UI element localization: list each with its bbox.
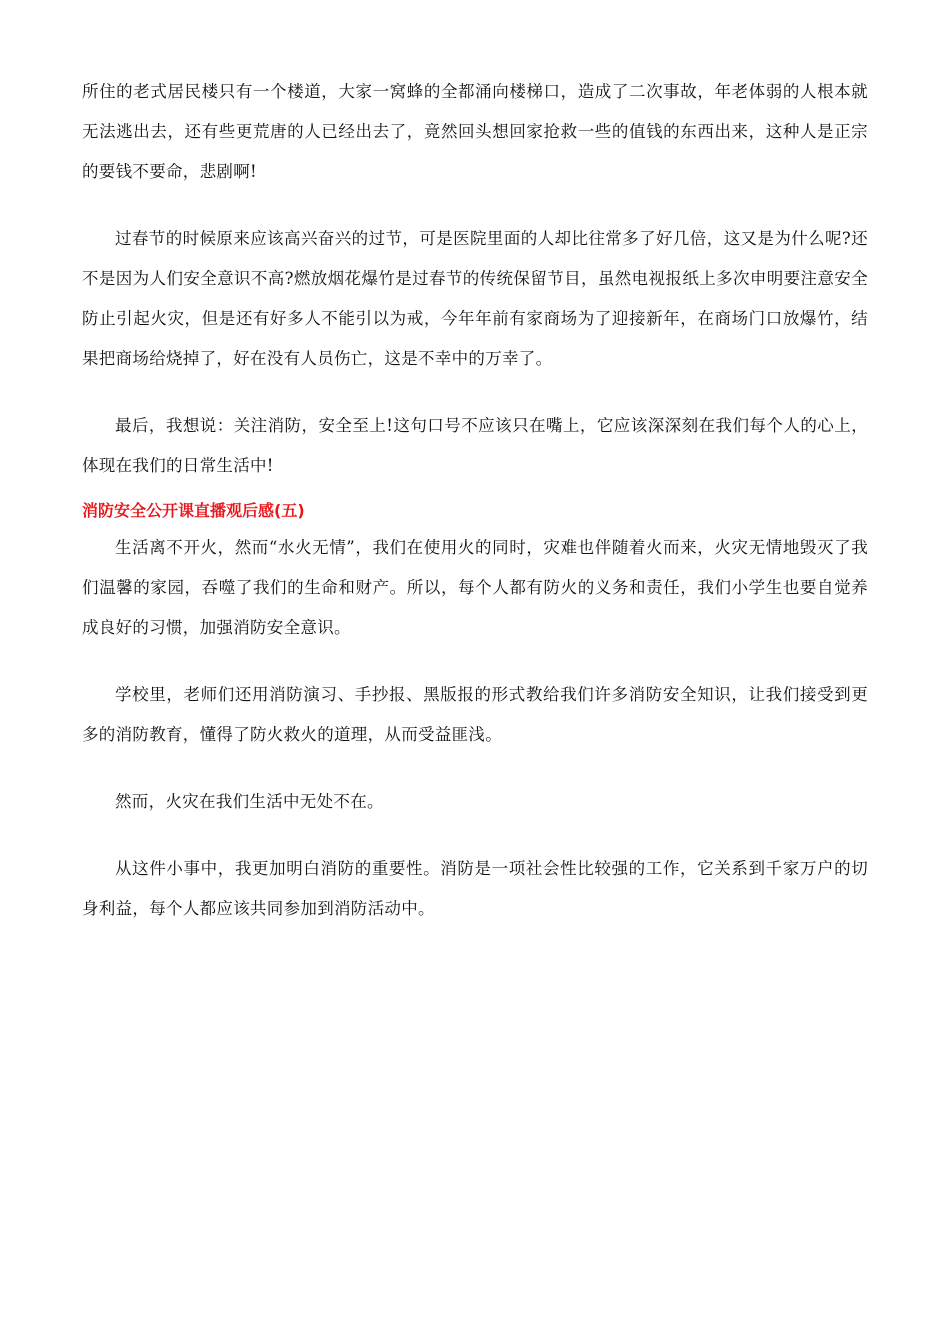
paragraph-continued: 所住的老式居民楼只有一个楼道，大家一窝蜂的全都涌向楼梯口，造成了二次事故，年老体弱的人根本就无法逃出去，还有些更荒唐的人已经出去了，竟然回头想回家抢救一些的值钱的东西出来，这种人是正宗的要钱不要命，悲剧啊! bbox=[82, 82, 868, 181]
document-page bbox=[82, 72, 868, 956]
paragraph-however: 然而，火灾在我们生活中无处不在。 bbox=[115, 792, 384, 811]
paragraph-importance: 从这件小事中，我更加明白消防的重要性。消防是一项社会性比较强的工作，它关系到千家万户的切身利益，每个人都应该共同参加到消防活动中。 bbox=[82, 859, 868, 918]
paragraph-spring-festival: 过春节的时候原来应该高兴奋兴的过节，可是医院里面的人却比往常多了好几倍，这又是为什么呢?还不是因为人们安全意识不高?燃放烟花爆竹是过春节的传统保留节目，虽然电视报纸上多次申明要注意安全防止引起火灾，但是还有好多人不能引以为戒，今年年前有家商场为了迎接新年，在商场门口放爆竹，结果把商场给烧掉了，好在没有人员伤亡，这是不幸中的万幸了。 bbox=[82, 229, 868, 368]
paragraph-school: 学校里，老师们还用消防演习、手抄报、黑版报的形式教给我们许多消防安全知识，让我们接受到更多的消防教育，懂得了防火救火的道理，从而受益匪浅。 bbox=[82, 685, 868, 744]
section-heading: 消防安全公开课直播观后感(五) bbox=[82, 501, 305, 520]
paragraph-conclusion: 最后，我想说：关注消防，安全至上!这句口号不应该只在嘴上，它应该深深刻在我们每个人的心上，体现在我们的日常生活中! bbox=[82, 416, 868, 475]
paragraph-intro: 生活离不开火，然而“水火无情”，我们在使用火的同时，灾难也伴随着火而来，火灾无情地毁灭了我们温馨的家园，吞噬了我们的生命和财产。所以，每个人都有防火的义务和责任，我们小学生也要自觉养成良好的习惯，加强消防安全意识。 bbox=[82, 538, 868, 637]
